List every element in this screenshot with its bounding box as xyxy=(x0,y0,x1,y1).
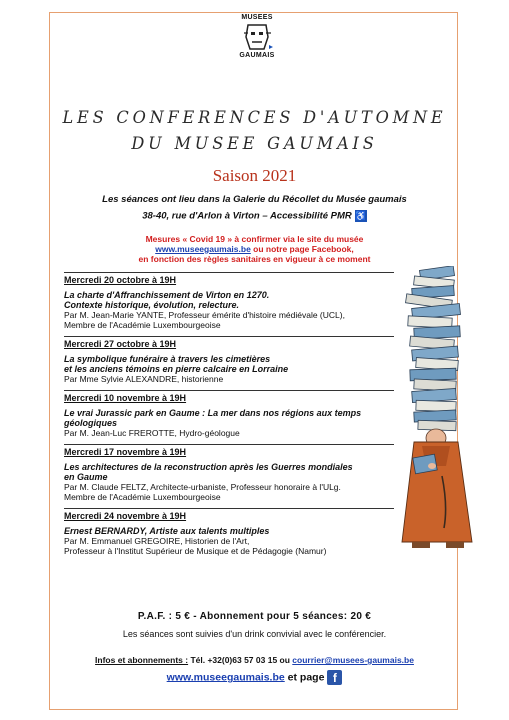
covid-website-link[interactable]: www.museegaumais.be xyxy=(155,244,251,254)
covid-line2 xyxy=(0,244,509,254)
event-title: La symbolique funéraire à travers les cimetières xyxy=(64,354,271,364)
season-title: Saison 2021 xyxy=(212,166,297,185)
event-item xyxy=(64,508,394,556)
contact-phone: Tél. +32(0)63 57 03 15 ou xyxy=(188,655,293,665)
mask-logo-icon xyxy=(240,23,274,51)
event-title: géologiques xyxy=(64,418,118,428)
conference-title-line1: LES CONFERENCES D'AUTOMNE xyxy=(62,108,447,128)
event-date: Mercredi 24 novembre à 19H xyxy=(64,511,187,521)
covid-line3: en fonction des règles sanitaires en vigueur à ce moment xyxy=(138,254,371,264)
event-date: Mercredi 10 novembre à 19H xyxy=(64,393,187,403)
event-speaker: Par M. Emmanuel GREGOIRE, Historien de l'Art, xyxy=(64,536,250,546)
event-item xyxy=(64,444,394,502)
facebook-icon[interactable]: f xyxy=(327,670,342,685)
museum-logo xyxy=(232,14,282,60)
intro-address-text: 38-40, rue d'Arlon à Virton – Accessibilité PMR xyxy=(142,210,352,222)
contact-label: Infos et abonnements : xyxy=(95,655,189,665)
logo-text-bottom: GAUMAIS xyxy=(239,52,275,59)
website-rest: et page xyxy=(284,671,325,684)
event-title: Contexte historique, évolution, relecture. xyxy=(64,300,240,310)
event-speaker: Membre de l'Académie Luxembourgeoise xyxy=(64,320,221,330)
event-title: en Gaume xyxy=(64,472,108,482)
conference-title-line2: DU MUSEE GAUMAIS xyxy=(131,134,378,154)
event-speaker: Membre de l'Académie Luxembourgeoise xyxy=(64,492,221,502)
event-title: Ernest BERNARDY, Artiste aux talents multiples xyxy=(64,526,270,536)
event-title: Les architectures de la reconstruction après les Guerres mondiales xyxy=(64,462,353,472)
website-link[interactable]: www.museegaumais.be xyxy=(166,671,285,684)
event-speaker: Par M. Jean-Marie YANTE, Professeur émérite d'histoire médiévale (UCL), xyxy=(64,310,345,320)
event-title: Le vrai Jurassic park en Gaume : La mer dans nos régions aux temps xyxy=(64,408,362,418)
event-date: Mercredi 17 novembre à 19H xyxy=(64,447,187,457)
event-speaker: Professeur à l'Institut Supérieur de Musique et de Pédagogie (Namur) xyxy=(64,546,327,556)
covid-line1: Mesures « Covid 19 » à confirmer via le site du musée xyxy=(145,234,364,244)
event-list xyxy=(64,272,394,562)
event-speaker: Par Mme Sylvie ALEXANDRE, historienne xyxy=(64,374,224,384)
event-date: Mercredi 27 octobre à 19H xyxy=(64,339,177,349)
event-speaker: Par M. Jean-Luc FREROTTE, Hydro-géologue xyxy=(64,428,240,438)
covid-line2-rest: ou notre page Facebook, xyxy=(250,244,354,254)
wheelchair-icon: ♿ xyxy=(355,211,367,221)
event-title: La charte d'Affranchissement de Virton en 1270. xyxy=(64,290,270,300)
drink-note: Les séances sont suivies d'un drink convivial avec le conférencier. xyxy=(122,629,387,639)
event-title: et les anciens témoins en pierre calcaire en Lorraine xyxy=(64,364,289,374)
contact-email-link[interactable]: courrier@musees-gaumais.be xyxy=(292,655,414,665)
event-item xyxy=(64,390,394,438)
website-line xyxy=(0,670,509,685)
event-item xyxy=(64,336,394,384)
event-speaker: Par M. Claude FELTZ, Architecte-urbaniste, Professeur honoraire à l'ULg. xyxy=(64,482,341,492)
logo-text-top: MUSEES xyxy=(241,14,273,21)
event-date: Mercredi 20 octobre à 19H xyxy=(64,275,177,285)
covid-notice xyxy=(0,234,509,264)
contact-line xyxy=(0,655,509,665)
price-info: P.A.F. : 5 € - Abonnement pour 5 séances: 20 € xyxy=(137,611,372,622)
event-item xyxy=(64,272,394,330)
intro-address xyxy=(0,210,509,222)
monk-with-books-illustration xyxy=(392,266,492,566)
intro-location: Les séances ont lieu dans la Galerie du Récollet du Musée gaumais xyxy=(102,194,407,205)
